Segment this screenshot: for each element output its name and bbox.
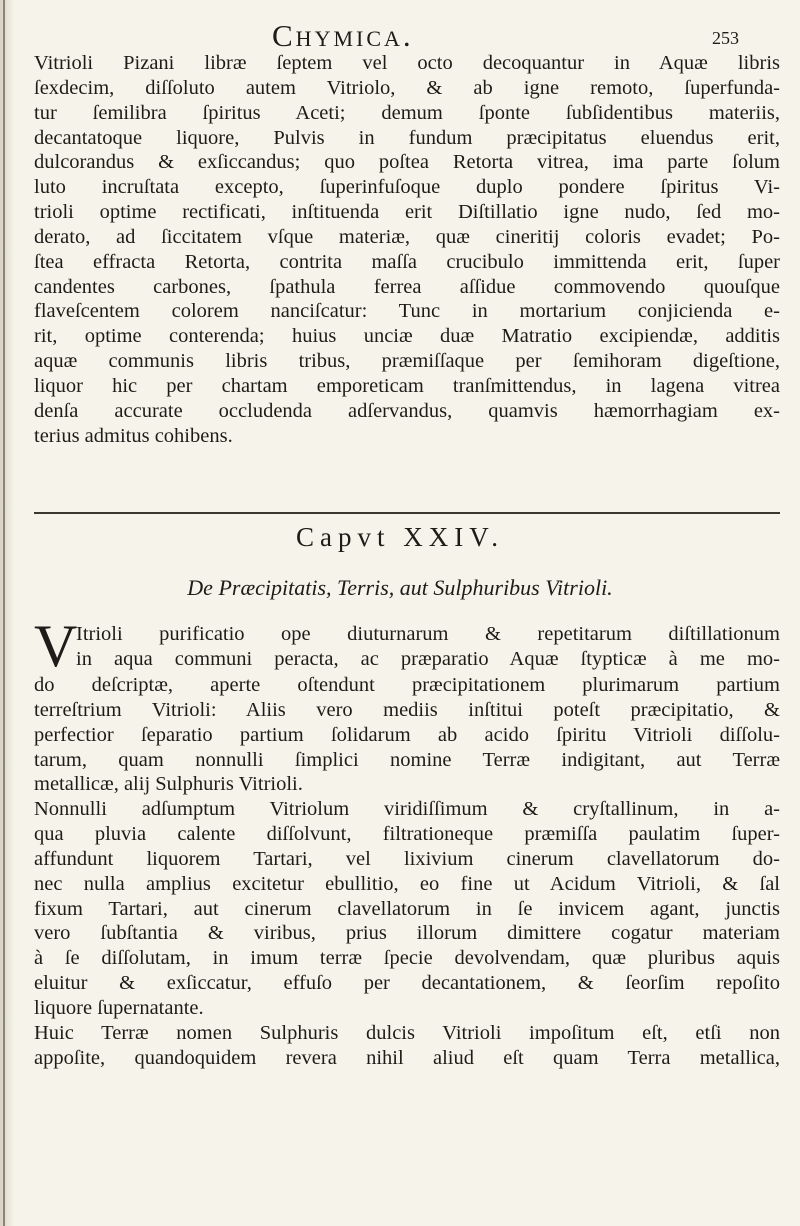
text-line: ſexdecim, diſſoluto autem Vitriolo, & ab igne remoto, ſuperfunda-: [34, 76, 780, 99]
text-line: aquæ communis libris tribus, præmiſſaque per ſemihoram digeſtione,: [34, 350, 780, 373]
text-line: affundunt liquorem Tartari, vel lixivium cinerum clavellatorum do-: [34, 847, 780, 870]
text-line: ſtea effracta Retorta, contrita maſſa crucibulo immittenda erit, ſuper: [34, 250, 780, 273]
text-line: candentes carbones, ſpathula ferrea aſſidue commovendo quouſque: [34, 275, 780, 298]
text-line: denſa accurate occludenda adſervandus, quamvis hæmorrhagiam ex-: [34, 399, 780, 422]
text-line: liquore ſupernatante.: [34, 996, 204, 1019]
text-line: Huic Terræ nomen Sulphuris dulcis Vitrioli impoſitum eſt, etſi non: [34, 1021, 780, 1044]
text-line: Vitrioli Pizani libræ ſeptem vel octo decoquantur in Aquæ libris: [34, 52, 780, 74]
text-line: terreſtrium Vitrioli: Aliis vero mediis inſtitui poteſt præcipitatio, &: [34, 698, 780, 721]
chapter-opening: [34, 613, 780, 679]
text-line: luto incruſtata excepto, ſuperinfuſoque duplo pondere ſpiritus Vi-: [34, 176, 780, 199]
page-number: 253: [712, 28, 739, 48]
text-line: perfectior ſeparatio partium ſolidarum ab acido ſpiritu Vitrioli diſſolu-: [34, 723, 780, 746]
running-head: [0, 18, 800, 52]
text-line: do deſcriptæ, aperte oſtendunt præcipitationem plurimarum partium: [34, 674, 780, 696]
text-line: vero ſubſtantia & viribus, prius illorum dimittere cogatur materiam: [34, 922, 780, 945]
text-line: flaveſcentem colorem nanciſcatur: Tunc in mortarium conjicienda e-: [34, 300, 780, 323]
text-line: eluitur & exſiccatur, effuſo per decantationem, & ſeorſim repoſito: [34, 972, 780, 995]
chapter-heading: Capvt XXIV.: [295, 522, 504, 552]
section-divider: [34, 512, 780, 514]
text-line: dulcorandus & exſiccandus; quo poſtea Retorta vitrea, ima parte ſolum: [34, 151, 780, 174]
paragraph-top: [34, 51, 780, 449]
text-line: trioli optime rectificati, inſtituenda erit Diſtillatio igne nudo, ſed mo-: [34, 201, 780, 224]
text-line: nec nulla amplius excitetur ebullitio, eo fine ut Acidum Vitrioli, & ſal: [34, 872, 780, 895]
paragraph-bottom: [34, 673, 780, 1071]
text-line: tur ſemilibra ſpiritus Aceti; demum ſponte ſubſidentibus materiis,: [34, 101, 780, 124]
running-title: Chymica.: [272, 18, 414, 53]
text-line: à ſe diſſolutam, in imum terræ ſpecie devolvendam, quæ pluribus aquis: [34, 947, 780, 970]
drop-cap-lines: [76, 622, 780, 672]
text-line: Itrioli purificatio ope diuturnarum & repetitarum diſtillationum: [76, 623, 780, 645]
text-line: metallicæ, alij Sulphuris Vitrioli.: [34, 773, 303, 796]
chapter-subtitle: De Præcipitatis, Terris, aut Sulphuribus Vitrioli.: [187, 575, 613, 600]
text-line: terius admitus cohibens.: [34, 424, 233, 447]
text-line: fixum Tartari, aut cinerum clavellatorum in ſe invicem agant, junctis: [34, 897, 780, 920]
text-line: qua pluvia calente diſſolvunt, filtrationeque præmiſſa paulatim ſuper-: [34, 823, 780, 846]
text-line: rit, optime conterenda; huius unciæ duæ Matratio excipiendæ, additis: [34, 325, 780, 348]
text-line: in aqua communi peracta, ac præparatio Aquæ ſtypticæ à me mo-: [76, 647, 780, 670]
text-line: appoſite, quandoquidem revera nihil aliud eſt quam Terra metallica,: [34, 1046, 780, 1069]
drop-cap: V: [34, 613, 78, 679]
text-line: decantatoque liquore, Pulvis in fundum præcipitatus eluendus erit,: [34, 126, 780, 149]
binding-edge: [3, 0, 5, 1226]
text-line: tarum, quam nonnulli ſimplici nomine Terræ indigitant, aut Terræ: [34, 748, 780, 771]
text-line: derato, ad ſiccitatem vſque materiæ, quæ cineritij coloris evadet; Po-: [34, 225, 780, 248]
text-line: Nonnulli adſumptum Vitriolum viridiſſimum & cryſtallinum, in a-: [34, 798, 780, 821]
text-line: liquor hic per chartam emporeticam tranſmittendus, in lagena vitrea: [34, 374, 780, 397]
